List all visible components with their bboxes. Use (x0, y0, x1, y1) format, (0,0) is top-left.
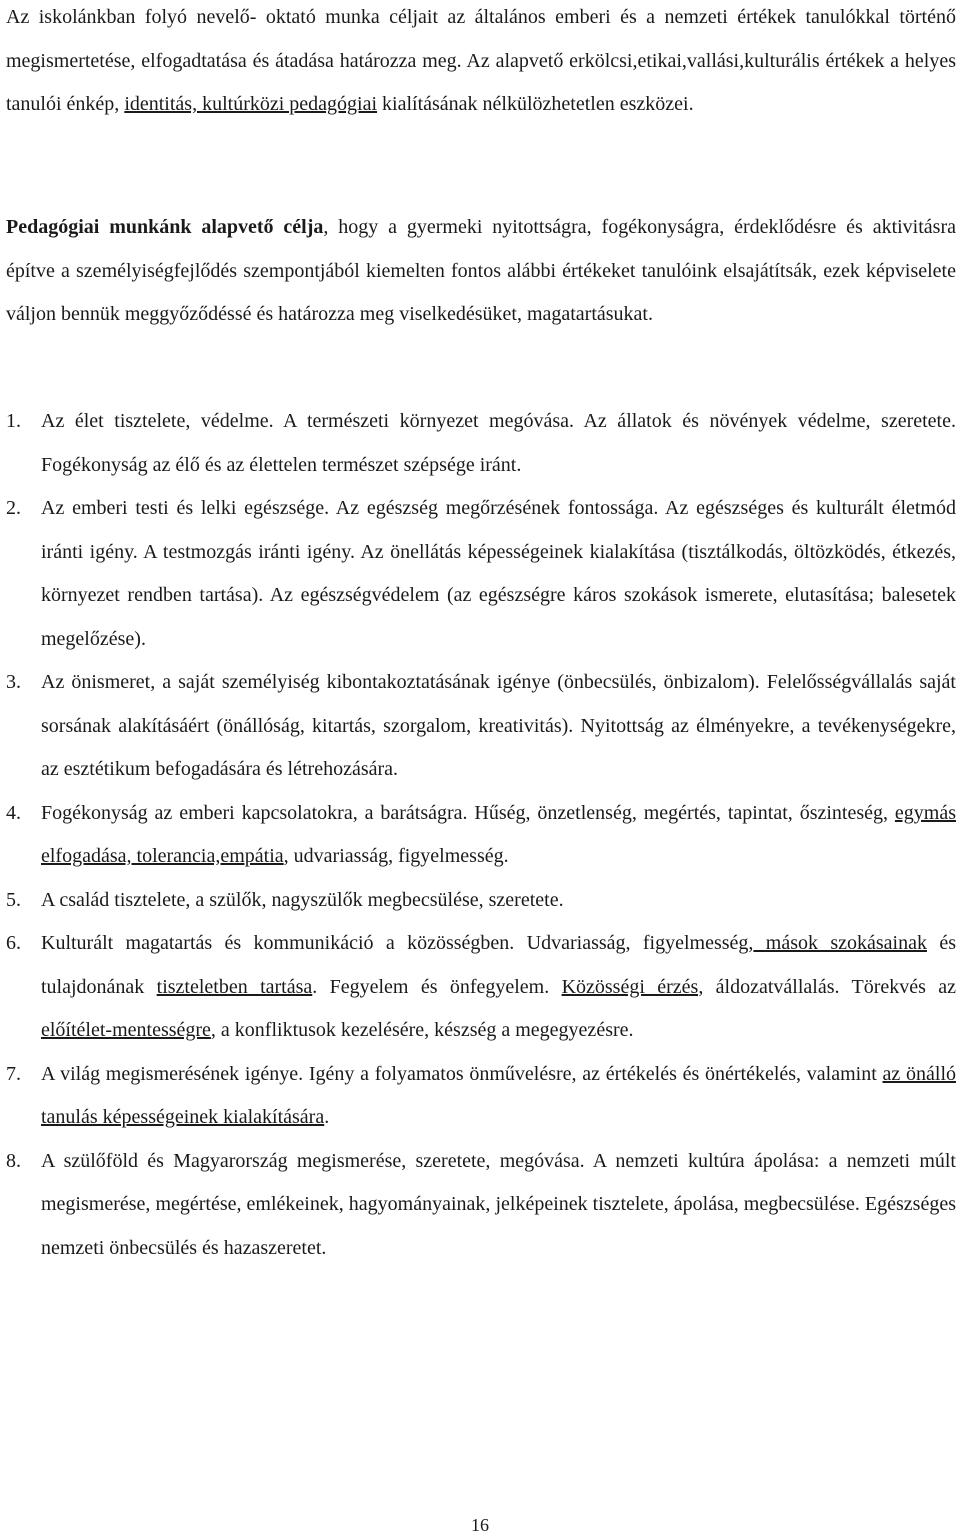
goal-paragraph (6, 206, 956, 337)
list-item-number: 6. (6, 932, 21, 954)
list-item (6, 487, 956, 661)
list-item-number: 3. (6, 671, 21, 693)
list-item (6, 792, 956, 879)
list-item-number: 1. (6, 410, 21, 432)
list-item-text: Az élet tisztelete, védelme. A természeti környezet megóvása. Az állatok és növények védelme, szeretete. Fogékonyság az élő és az élettelen természet szépsége iránt. (41, 410, 956, 476)
list-item-underlined-text: Közösségi érzés, (561, 975, 704, 998)
list-item (6, 879, 956, 923)
list-item-number: 2. (6, 497, 21, 519)
list-item-text: Fogékonyság az emberi kapcsolatokra, a barátságra. Hűség, önzetlenség, megértés, tapintat, őszinteség, (41, 801, 895, 824)
list-item-number: 7. (6, 1062, 21, 1085)
list-item-text: . Fegyelem és önfegyelem. (312, 975, 562, 998)
list-item-underlined-text: előítélet-mentességre (41, 1019, 211, 1041)
list-item-text: áldozatvállalás. Törekvés az (703, 975, 956, 998)
list-item-text: , udvariasság, figyelmesség. (283, 845, 509, 867)
intro-text-1: Az iskolánkban folyó nevelő- oktató munka céljait az általános emberi és a nemzeti értékek tanulókkal történő megismertetése, elfogadtatása és átadása határozza meg. Az alapvető erkölcsi,etikai,vallási,kulturális értékek a helyes tanulói énkép, (6, 6, 956, 115)
list-item (6, 400, 956, 487)
list-item-number: 5. (6, 888, 21, 911)
list-item-text: , a konfliktusok kezelésére, készség a megegyezésre. (210, 1019, 634, 1041)
list-item-number: 8. (6, 1149, 21, 1172)
page-number: 16 (471, 1515, 489, 1535)
list-item (6, 1053, 956, 1140)
list-item-text: Az önismeret, a saját személyiség kibontakoztatásának igénye (önbecsülés, önbizalom). Felelősségvállalás saját sorsának alakításáért (önállóság, kitartás, szorgalom, kreativitás). Nyitottság az élményekre, a tevékenységekre, az esztétikum befogadására és létrehozására. (41, 671, 956, 780)
list-item-text: A család tisztelete, a szülők, nagyszülők megbecsülése, szeretete. (41, 888, 564, 911)
list-item-text: és tulajdonának (41, 932, 956, 998)
list-item (6, 1140, 956, 1271)
list-item-underlined-text: mások szokásainak (753, 932, 927, 954)
list-item-underlined-text: az önálló tanulás képességeinek kialakítására (41, 1062, 956, 1128)
values-list (6, 400, 956, 1270)
list-item-text: A világ megismerésének igénye. Igény a folyamatos önművelésre, az értékelés és önértékelés, valamint (41, 1062, 883, 1085)
goal-heading: Pedagógiai munkánk alapvető célja (6, 216, 324, 238)
list-item-text: A szülőföld és Magyarország megismerése, szeretete, megóvása. A nemzeti kultúra ápolása: a nemzeti múlt megismerése, megértése, emlékeinek, hagyományainak, jelképeinek tisztelete, ápolása, megbecsülése. Egészséges nemzeti önbecsülés és hazaszeretet. (41, 1149, 956, 1259)
list-item-text: Kulturált magatartás és kommunikáció a közösségben. Udvariasság, figyelmesség, (41, 932, 754, 954)
list-item-underlined-text: tiszteletben tartása (156, 975, 313, 998)
list-item (6, 661, 956, 792)
list-item-text: Az emberi testi és lelki egészsége. Az egészség megőrzésének fontossága. Az egészséges és kulturált életmód iránti igény. A testmozgás iránti igény. Az önellátás képességeinek kialakítása (tisztálkodás, öltözködés, étkezés, környezet rendben tartása). Az egészségvédelem (az egészségre káros szokások ismerete, elutasítása; balesetek megelőzése). (41, 497, 956, 650)
list-item (6, 922, 956, 1053)
intro-text-2: kialításának nélkülözhetetlen eszközei. (377, 93, 694, 115)
intro-underlined-text: identitás, kultúrközi pedagógiai (124, 93, 378, 115)
goal-text: , hogy a gyermeki nyitottságra, fogékonyságra, érdeklődésre és aktivitásra építve a személyiségfejlődés szempontjából kiemelten fontos alábbi értékeket tanulóink elsajátítsák, ezek képviselete váljon bennük meggyőződéssé és határozza meg viselkedésüket, magatartásukat. (6, 216, 956, 325)
intro-paragraph (6, 0, 956, 127)
list-item-number: 4. (6, 801, 21, 824)
list-item-text: . (324, 1106, 330, 1128)
list-item-underlined-text: egymás elfogadása, tolerancia,empátia (41, 801, 956, 867)
